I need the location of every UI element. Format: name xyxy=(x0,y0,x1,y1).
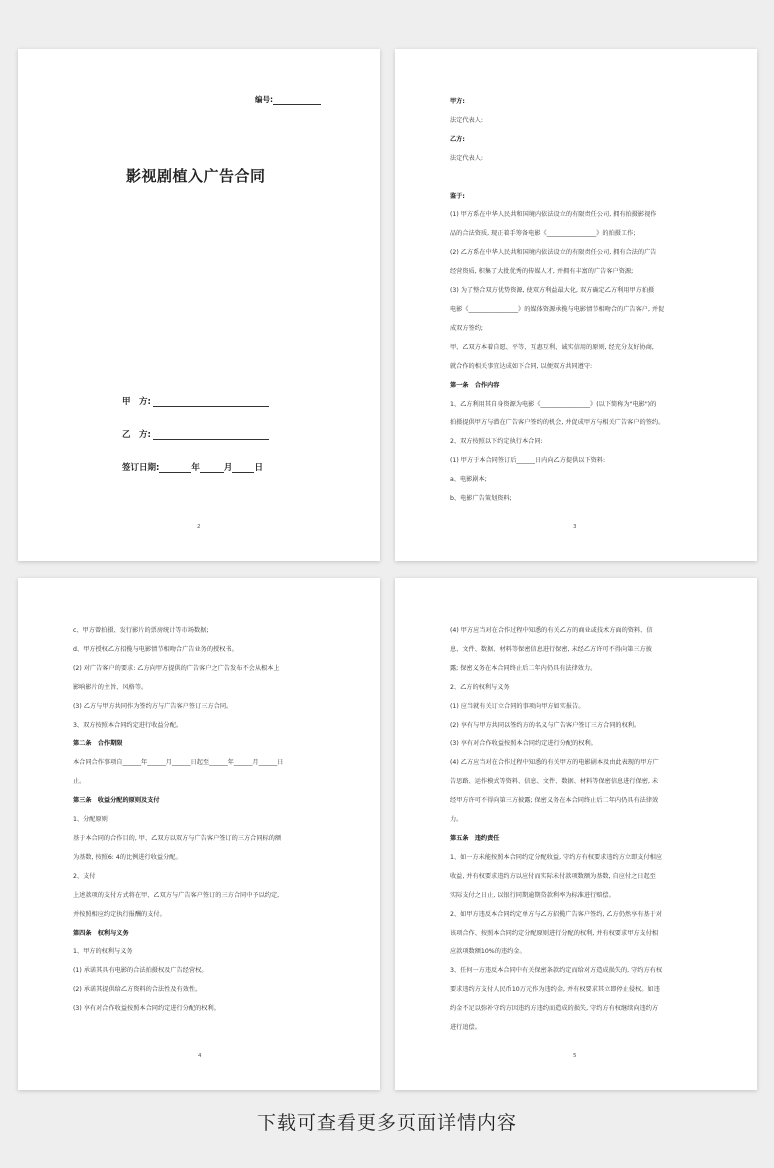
contract-page-4 xyxy=(18,578,380,1090)
text-line: 告思路、运作模式等资料、信息、文件、数据、材料等保密信息进行保密, 未 xyxy=(450,778,659,786)
text-line: 经甲方许可不得向第三方披露; 保密义务在本合同终止后二年内仍具有法律效 xyxy=(450,797,659,805)
text-line: (2) 承诺其提供给乙方资料的合法性及有效性。 xyxy=(73,986,202,994)
text-line: 影响影片的主旨、风格等。 xyxy=(73,683,148,691)
party-b-field xyxy=(122,428,269,440)
text-line: (3) 为了整合双方优势资源, 使双方利益最大化, 双方确定乙方利用甲方拍摄 xyxy=(450,287,655,295)
text-line: a、电影剧本; xyxy=(450,476,487,484)
text-line: b、电影广告策划资料; xyxy=(450,495,512,503)
page-number: 5 xyxy=(573,1053,577,1059)
text-line xyxy=(450,169,708,188)
text-line: 3、任何一方违反本合同中有关保密条款约定而给对方造成损失的, 守约方有权 xyxy=(450,967,663,975)
party-b-blank xyxy=(153,430,269,440)
section-heading: 乙方: xyxy=(450,135,465,143)
text-line: (2) 乙方系在中华人民共和国境内依法设立的有限责任公司, 拥有合法的广告 xyxy=(450,249,657,257)
text-line: 息、文件、数据、材料等保密信息进行保密, 未经乙方许可不得向第三方披 xyxy=(450,645,652,653)
section-heading: 第四条 权利与义务 xyxy=(73,929,129,937)
page-4-body xyxy=(73,622,331,1019)
text-line: 上述款项的支付方式将在甲、乙双方与广告客户签订的三方合同中予以约定, xyxy=(73,891,280,899)
text-line: 基于本合同的合作目的, 甲、乙双方以双方与广告客户签订的三方合同标的额 xyxy=(73,834,282,842)
text-line: (3) 享有对合作收益按照本合同约定进行分配的权利。 xyxy=(73,1005,220,1013)
text-line: 要求违约方支付人民币10万元作为违约金, 并有权要求其立即停止侵权。如违 xyxy=(450,986,660,994)
section-heading: 第五条 违约责任 xyxy=(450,834,500,842)
text-line: 为基数, 按照6: 4的比例进行收益分配。 xyxy=(73,853,182,861)
month-label: 月 xyxy=(223,463,233,473)
party-a-blank xyxy=(153,397,269,407)
text-line: (2) 享有与甲方共同以签约方的名义与广告客户签订三方合同的权利。 xyxy=(450,721,641,729)
page-number: 3 xyxy=(573,524,577,530)
text-line: 电影《________________》的媒体资源承揽与电影情节相吻合的广告客户, 并促 xyxy=(450,305,665,313)
contract-number-blank xyxy=(273,96,321,105)
page-5-body xyxy=(450,622,708,1038)
text-line: 力。 xyxy=(450,816,463,824)
text-line: (1) 应当就有关订立合同的事项向甲方如实报告。 xyxy=(450,702,585,710)
text-line: (4) 乙方应当对在合作过程中知悉的有关甲方的电影剧本及由此表现的甲方广 xyxy=(450,759,659,767)
contract-page-5 xyxy=(395,578,757,1090)
text-line: c、甲方曾拍摄、发行影片的票房统计等市场数据; xyxy=(73,627,209,634)
text-line: 成双方签约; xyxy=(450,324,484,332)
text-line: 法定代表人: xyxy=(450,154,484,162)
sign-date-field xyxy=(122,461,263,473)
section-heading: 第一条 合作内容 xyxy=(450,381,500,389)
page-number: 2 xyxy=(197,524,201,530)
text-line: 品的合法资质, 现正着手筹备电影《________________》的拍摄工作; xyxy=(450,230,636,238)
text-line: 2、双方按照以下约定执行本合同: xyxy=(450,438,543,446)
text-line: 并按照相应约定执行报酬的支付。 xyxy=(73,910,166,918)
day-label: 日 xyxy=(254,463,263,473)
text-line: 甲、乙双方本着自愿、平等、互惠互利、诚实信用的原则, 经充分友好协商, xyxy=(450,343,654,351)
text-line: 1、甲方的权利与义务 xyxy=(73,948,133,956)
section-heading: 鉴于: xyxy=(450,192,465,200)
page-3-body xyxy=(450,93,708,509)
month-blank xyxy=(200,463,224,473)
text-line: 实际支付之日止, 以银行同期逾期贷款利率为标准进行赔偿。 xyxy=(450,891,615,899)
text-line: 露; 保密义务在本合同终止后二年内仍具有法律效力。 xyxy=(450,664,597,672)
text-line: 进行追偿。 xyxy=(450,1024,481,1032)
text-line: (1) 承诺其具有电影的合法拍摄权及广告经营权。 xyxy=(73,967,208,975)
party-a-label: 甲 方: xyxy=(122,397,151,407)
text-line: 1、乙方利用其自身资源为电影《________________》(以下简称为"电影")的 xyxy=(450,400,657,408)
text-line: 2、乙方的权利与义务 xyxy=(450,683,510,691)
contract-page-3 xyxy=(395,49,757,561)
contract-title: 影视剧植入广告合同 xyxy=(126,167,266,185)
sign-date-label: 签订日期: xyxy=(122,463,160,473)
year-blank xyxy=(159,463,191,473)
text-line: 本合同合作事项自______年______月______日起至______年______月______日 xyxy=(73,759,284,767)
text-line: (1) 甲方于本合同签订后______日内向乙方提供以下资料: xyxy=(450,457,606,465)
text-line: 应款项数额10%的违约金。 xyxy=(450,948,526,956)
party-b-label: 乙 方: xyxy=(122,430,151,440)
text-line: 法定代表人: xyxy=(450,116,484,124)
text-line: 2、如甲方违反本合同约定单方与乙方招揽广告客户签约, 乙方仍然享有基于对 xyxy=(450,910,663,918)
contract-number xyxy=(255,94,321,105)
contract-number-label: 编号: xyxy=(255,95,273,104)
page-number: 4 xyxy=(198,1053,202,1059)
text-line: (3) 享有对合作收益按照本合同约定进行分配的权利。 xyxy=(450,740,597,748)
section-heading: 第三条 收益分配的原则及支付 xyxy=(73,797,160,805)
text-line: 1、分配原则 xyxy=(73,816,108,824)
text-line: 止。 xyxy=(73,778,86,786)
text-line: 就合作的相关事宜达成如下合同, 以便双方共同遵守: xyxy=(450,362,593,370)
text-line: 3、双方按照本合同约定进行收益分配。 xyxy=(73,721,183,729)
text-line: 该项合作、按照本合同约定分配原则进行分配的权利, 并有权要求甲方支付相 xyxy=(450,929,659,937)
day-blank xyxy=(232,463,254,473)
text-line: (2) 对广告客户的要求: 乙方向甲方提供的广告客户之广告发布不会从根本上 xyxy=(73,664,280,672)
year-label: 年 xyxy=(191,463,200,473)
download-more-caption: 下载可查看更多页面详情内容 xyxy=(256,1112,517,1134)
text-line: 拍摄提供甲方与潜在广告客户签约的机会, 并促成甲方与相关广告客户的签约。 xyxy=(450,419,665,427)
text-line: (3) 乙方与甲方共同作为签约方与广告客户签订三方合同。 xyxy=(73,702,233,710)
contract-cover-page xyxy=(18,49,380,561)
text-line: d、甲方授权乙方招揽与电影情节相吻合广告业务的授权书。 xyxy=(73,645,238,653)
text-line: (4) 甲方应当对在合作过程中知悉的有关乙方的商业或技术方面的资料、信 xyxy=(450,627,653,634)
section-heading: 甲方: xyxy=(450,98,465,105)
text-line: 1、如一方未能按照本合同约定分配收益, 守约方有权要求违约方立即支付相应 xyxy=(450,853,663,861)
text-line: 收益, 并有权要求违约方以应付而实际未付款项数额为基数, 自应付之日起至 xyxy=(450,872,656,880)
text-line: 经营资质, 积集了大批优秀的传媒人才, 并拥有丰富的广告客户资源; xyxy=(450,268,634,276)
section-heading: 第二条 合作期限 xyxy=(73,740,123,748)
text-line: 约金不足以弥补守约方因违约方违约而造成的损失, 守约方有权继续向违约方 xyxy=(450,1005,659,1013)
text-line: (1) 甲方系在中华人民共和国境内依法设立的有限责任公司, 拥有拍摄影视作 xyxy=(450,211,657,219)
text-line: 2、支付 xyxy=(73,872,96,880)
party-a-field xyxy=(122,395,269,407)
